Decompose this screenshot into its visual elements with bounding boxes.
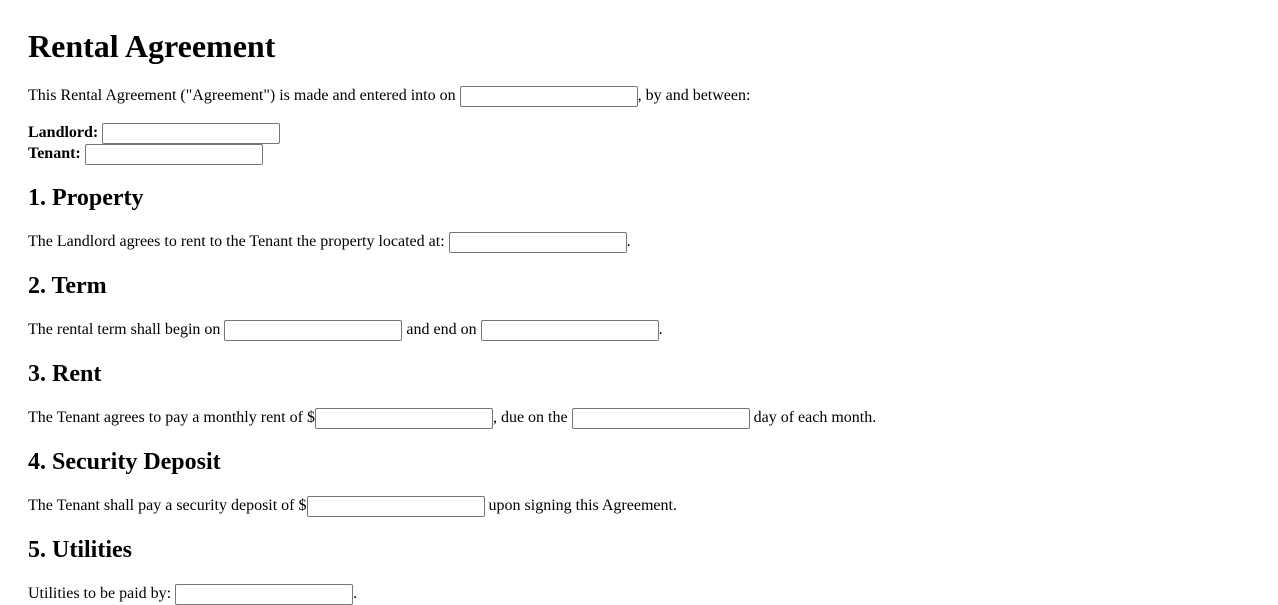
utilities-text-after: .: [353, 585, 358, 602]
intro-text: This Rental Agreement ("Agreement") is made and entered into on: [28, 87, 456, 104]
intro-text-after: , by and between:: [637, 87, 751, 104]
property-paragraph: [28, 231, 631, 253]
utilities-text: Utilities to be paid by:: [28, 585, 172, 602]
property-address-input[interactable]: [449, 232, 627, 253]
term-text-middle: and end on: [406, 321, 477, 338]
landlord-row: [28, 122, 280, 144]
monthly-rent-input[interactable]: [315, 408, 493, 429]
term-text: The rental term shall begin on: [28, 321, 221, 338]
term-start-input[interactable]: [224, 320, 402, 341]
tenant-label: Tenant:: [28, 145, 81, 162]
rent-text-middle: , due on the: [492, 409, 568, 426]
utilities-payer-input[interactable]: [175, 584, 353, 605]
landlord-input[interactable]: [102, 123, 280, 144]
section-heading-term: 2. Term: [28, 273, 107, 299]
deposit-text: The Tenant shall pay a security deposit of $: [28, 497, 307, 514]
security-deposit-input[interactable]: [307, 496, 485, 517]
agreement-date-input[interactable]: [460, 86, 638, 107]
rent-text-after: day of each month.: [753, 409, 877, 426]
property-text-after: .: [626, 233, 631, 250]
rent-due-day-input[interactable]: [572, 408, 750, 429]
term-text-after: .: [658, 321, 663, 338]
section-heading-rent: 3. Rent: [28, 361, 102, 387]
page-title: Rental Agreement: [28, 28, 276, 64]
landlord-label: Landlord:: [28, 124, 99, 141]
term-end-input[interactable]: [481, 320, 659, 341]
section-heading-property: 1. Property: [28, 185, 144, 211]
property-text: The Landlord agrees to rent to the Tenant the property located at:: [28, 233, 445, 250]
rent-paragraph: [28, 407, 876, 429]
deposit-text-after: upon signing this Agreement.: [488, 497, 677, 514]
tenant-input[interactable]: [85, 144, 263, 165]
tenant-row: [28, 143, 263, 165]
section-heading-security-deposit: 4. Security Deposit: [28, 449, 221, 475]
rent-text: The Tenant agrees to pay a monthly rent of $: [28, 409, 315, 426]
utilities-paragraph: [28, 583, 357, 605]
deposit-paragraph: [28, 495, 677, 517]
term-paragraph: [28, 319, 663, 341]
intro-paragraph: [28, 85, 750, 107]
section-heading-utilities: 5. Utilities: [28, 537, 132, 563]
